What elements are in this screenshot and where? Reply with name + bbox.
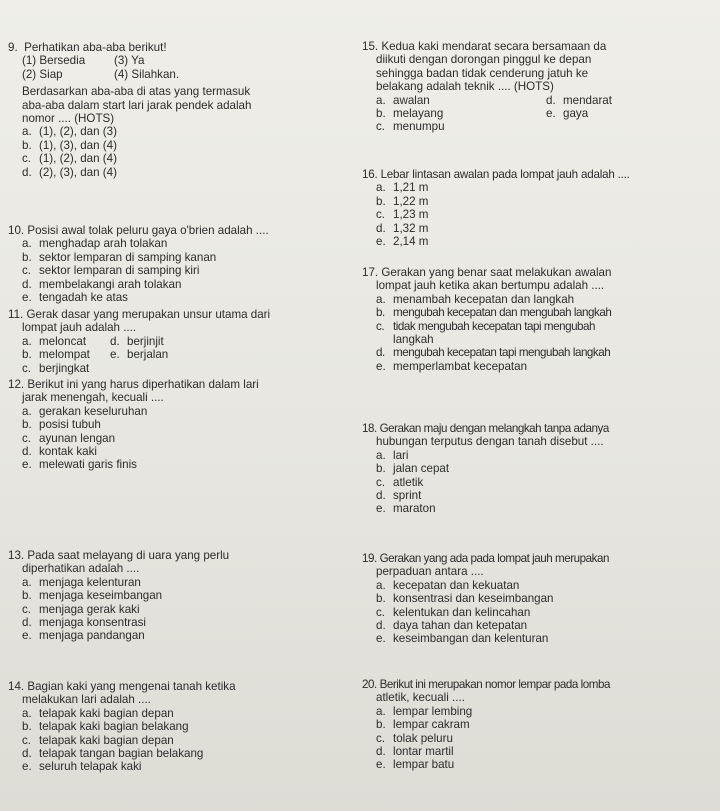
answer-option[interactable]: d. (2), (3), dan (4) [22,165,117,179]
answer-option[interactable]: d. membelakangi arah tolakan [22,277,182,291]
question-number: 12. [8,378,25,391]
answer-option[interactable]: c. kelentukan dan kelincahan [376,605,531,619]
question-17 [362,266,714,373]
question-stem: melakukan lari adalah .... [22,693,151,707]
answer-option[interactable]: a. meloncat [22,334,87,348]
question-stem: hubungan terputus dengan tanah disebut .... [376,435,604,449]
question-stem: Gerak dasar yang merupakan unsur utama dari [26,308,271,321]
answer-option[interactable]: b. melompat [22,348,90,362]
question-body: aba-aba dalam start lari jarak pendek adalah [22,98,252,112]
question-stem: Gerakan maju dengan melangkah tanpa adanya [379,422,609,435]
answer-option[interactable]: b. menjaga keseimbangan [22,589,163,603]
answer-option[interactable]: e. melewati garis finis [22,458,137,472]
answer-option[interactable]: a. (1), (2), dan (3) [22,125,117,139]
answer-option[interactable]: d. mendarat [546,93,612,107]
answer-option[interactable]: b. lempar cakram [376,718,470,732]
question-stem: atletik, kecuali .... [376,691,465,705]
answer-option[interactable]: c. tidak mengubah kecepatan tapi mengubah [376,319,596,333]
question-stem: Lebar lintasan awalan pada lompat jauh adalah .... [380,168,630,181]
question-body: nomor .... (HOTS) [22,112,115,126]
answer-option[interactable]: a. 1,21 m [376,181,429,195]
answer-option[interactable]: c. atletik [376,475,424,489]
answer-option[interactable]: e. lempar batu [376,758,455,772]
question-stem: belakang adalah teknik .... (HOTS) [376,80,554,94]
statement-item: (4) Silahkan. [114,67,180,81]
question-16 [362,168,714,248]
question-20 [362,678,714,772]
answer-option[interactable]: c. (1), (2), dan (4) [22,152,117,166]
question-9 [8,41,354,179]
question-number: 10. [8,224,25,237]
question-12 [8,378,354,472]
answer-option[interactable]: e. seluruh telapak kaki [22,760,142,774]
question-18 [362,422,714,516]
answer-option[interactable]: a. menambah kecepatan dan langkah [376,292,575,306]
answer-option[interactable]: c. menjaga gerak kaki [22,602,140,616]
question-stem: diikuti dengan dorongan pinggul ke depan [376,53,592,67]
answer-option-continuation: langkah [393,333,434,347]
question-number: 19. [362,552,377,565]
answer-option[interactable]: c. ayunan lengan [22,431,116,445]
answer-option[interactable]: d. mengubah kecepatan tapi mengubah langkah [376,346,611,360]
statement-item: (3) Ya [114,54,145,68]
answer-option[interactable]: d. lontar martil [376,745,454,759]
statement-item: (1) Bersedia [22,54,86,68]
answer-option[interactable]: e. menjaga pandangan [22,629,145,643]
question-19 [362,552,714,646]
answer-option[interactable]: b. (1), (3), dan (4) [22,138,117,152]
answer-option[interactable]: a. menjaga kelenturan [22,575,141,589]
question-number: 13. [8,549,25,562]
question-15 [362,40,714,134]
answer-option[interactable]: e. memperlambat kecepatan [376,359,528,373]
question-11 [8,308,354,375]
question-stem: perpaduan antara .... [376,565,484,579]
question-number: 17. [362,266,379,279]
question-stem: Gerakan yang ada pada lompat jauh merupakan [379,552,610,565]
question-stem: lompat jauh adalah .... [22,321,137,335]
answer-option[interactable]: c. berjingkat [22,361,90,375]
answer-option[interactable]: b. mengubah kecepatan dan mengubah langkah [376,306,612,320]
question-stem: sehingga badan tidak cenderung jatuh ke [376,66,589,80]
answer-option[interactable]: b. konsentrasi dan keseimbangan [376,592,554,606]
answer-option[interactable]: b. telapak kaki bagian belakang [22,720,189,734]
answer-option[interactable]: b. 1,22 m [376,194,429,208]
answer-option-row [362,107,714,120]
answer-option[interactable]: c. tolak peluru [376,731,453,745]
question-stem: Pada saat melayang di uara yang perlu [27,549,230,562]
question-number: 9. [8,41,18,54]
answer-option[interactable]: a. telapak kaki bagian depan [22,706,174,720]
question-number: 16. [362,168,378,181]
answer-option[interactable]: d. berjinjit [110,334,164,348]
answer-option-row [362,94,714,107]
question-number: 18. [362,422,377,435]
question-body: Berdasarkan aba-aba di atas yang termasuk [22,85,251,99]
question-number: 14. [8,680,25,693]
answer-option[interactable]: a. lari [376,448,409,462]
answer-option[interactable]: a. menghadap arah tolakan [22,237,168,251]
answer-option[interactable]: c. sektor lemparan di samping kiri [22,264,200,278]
answer-option[interactable]: b. jalan cepat [376,462,450,476]
answer-option[interactable]: a. awalan [376,93,430,107]
answer-option[interactable]: a. gerakan keseluruhan [22,404,148,418]
question-stem: Posisi awal tolak peluru gaya o'brien adalah .... [27,224,269,237]
answer-option[interactable]: b. posisi tubuh [22,418,101,432]
answer-option[interactable]: e. 2,14 m [376,235,429,249]
answer-option[interactable]: d. menjaga konsentrasi [22,616,146,630]
answer-option-row [8,335,354,348]
answer-option[interactable]: d. 1,32 m [376,221,429,235]
question-14 [8,680,354,774]
question-stem: diperhatikan adalah .... [22,562,140,576]
answer-option[interactable]: e. tengadah ke atas [22,291,128,305]
question-stem: Gerakan yang benar saat melakukan awalan [381,266,612,279]
answer-option[interactable]: e. gaya [546,107,589,121]
right-column [362,0,714,811]
answer-option[interactable]: d. sprint [376,489,422,503]
answer-option[interactable]: a. lempar lembing [376,704,473,718]
question-stem: Berikut ini yang harus diperhatikan dalam lari [27,378,259,391]
question-13 [8,549,354,643]
answer-option-row [8,348,354,361]
statement-list [8,68,354,81]
answer-option[interactable]: c. menumpu [376,120,445,134]
answer-option[interactable]: e. keseimbangan dan kelenturan [376,632,549,646]
answer-option[interactable]: d. telapak tangan bagian belakang [22,747,204,761]
question-stem: Bagian kaki yang mengenai tanah ketika [27,680,236,693]
answer-option[interactable]: b. sektor lemparan di samping kanan [22,250,217,264]
statement-list [8,54,354,67]
answer-option[interactable]: a. kecepatan dan kekuatan [376,578,520,592]
question-stem: Berikut ini merupakan nomor lempar pada lomba [379,678,610,691]
question-stem: Kedua kaki mendarat secara bersamaan da [381,40,607,53]
answer-option[interactable]: e. berjalan [110,348,169,362]
question-number: 15. [362,40,379,53]
question-stem: Perhatikan aba-aba berikut! [24,41,167,54]
left-column [8,0,354,811]
answer-option[interactable]: c. 1,23 m [376,208,429,222]
answer-option[interactable]: d. kontak kaki [22,445,97,459]
question-10 [8,224,354,304]
question-stem: jarak menengah, kecuali .... [22,391,164,405]
question-number: 20. [362,678,377,691]
question-number: 11. [8,308,24,321]
answer-option[interactable]: e. maraton [376,502,436,516]
statement-item: (2) Siap [22,67,63,81]
question-stem: lompat jauh ketika akan bertumpu adalah .... [376,279,605,293]
answer-option[interactable]: d. daya tahan dan ketepatan [376,619,528,633]
answer-option[interactable]: c. telapak kaki bagian depan [22,733,174,747]
answer-option[interactable]: b. melayang [376,107,444,121]
